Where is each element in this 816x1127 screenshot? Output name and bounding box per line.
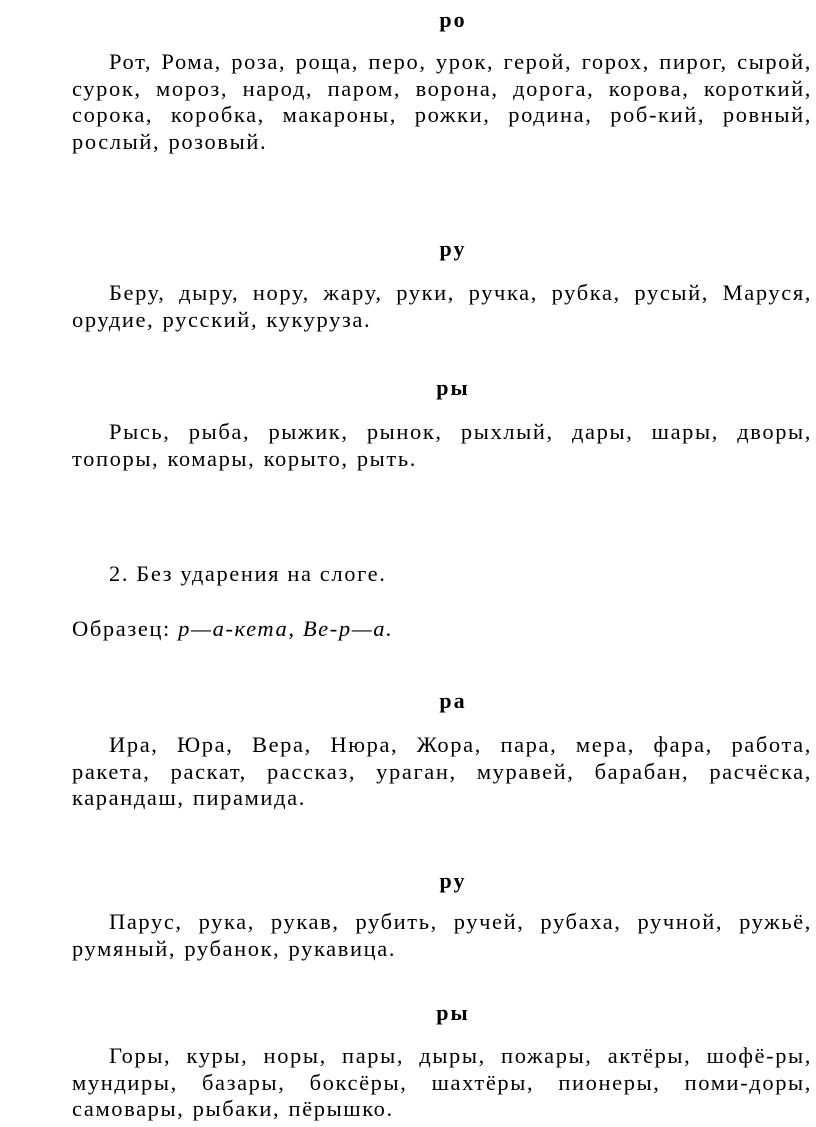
syllable-heading-ry-2: ры [436, 1000, 470, 1025]
word-list-ra: Ира, Юра, Вера, Нюра, Жора, пара, мера, фара, работа, ракета, раскат, рассказ, ураган, муравей, барабан, расчёска, карандаш, пирамида. [72, 732, 812, 810]
sample-text: р—а-кета, Ве-р—а. [178, 616, 394, 641]
word-list-ry: Рысь, рыба, рыжик, рынок, рыхлый, дары, шары, дворы, топоры, комары, корыто, рыть. [72, 419, 812, 471]
syllable-heading-ra: ра [439, 688, 467, 713]
syllable-heading-ru: ру [439, 236, 467, 261]
syllable-heading-ru-2: ру [439, 868, 467, 893]
sample-label: Образец: [72, 616, 171, 641]
sample-line [72, 616, 393, 643]
word-list-ry-2: Горы, куры, норы, пары, дыры, пожары, актёры, шофё-ры, мундиры, базары, боксёры, шахтёры, пионеры, поми-доры, самовары, рыбаки, пёрышко. [72, 1043, 812, 1121]
word-list-ru-2: Парус, рука, рукав, рубить, ручей, рубаха, ручной, ружьё, румяный, рубанок, рукавица. [72, 909, 812, 961]
word-list-ro: Рот, Рома, роза, роща, перо, урок, герой, горох, пирог, сырой, сурок, мороз, народ, паром, ворона, дорога, корова, короткий, сорока, коробка, макароны, рожки, родина, роб-кий, ровный, рослый, розовый. [72, 49, 812, 154]
exercise-title: 2. Без ударения на слоге. [109, 561, 387, 586]
word-list-ru: Беру, дыру, нору, жару, руки, ручка, рубка, русый, Маруся, орудие, русский, кукуруза. [72, 280, 812, 332]
syllable-heading-ro: ро [439, 7, 467, 32]
syllable-heading-ry: ры [436, 375, 470, 400]
